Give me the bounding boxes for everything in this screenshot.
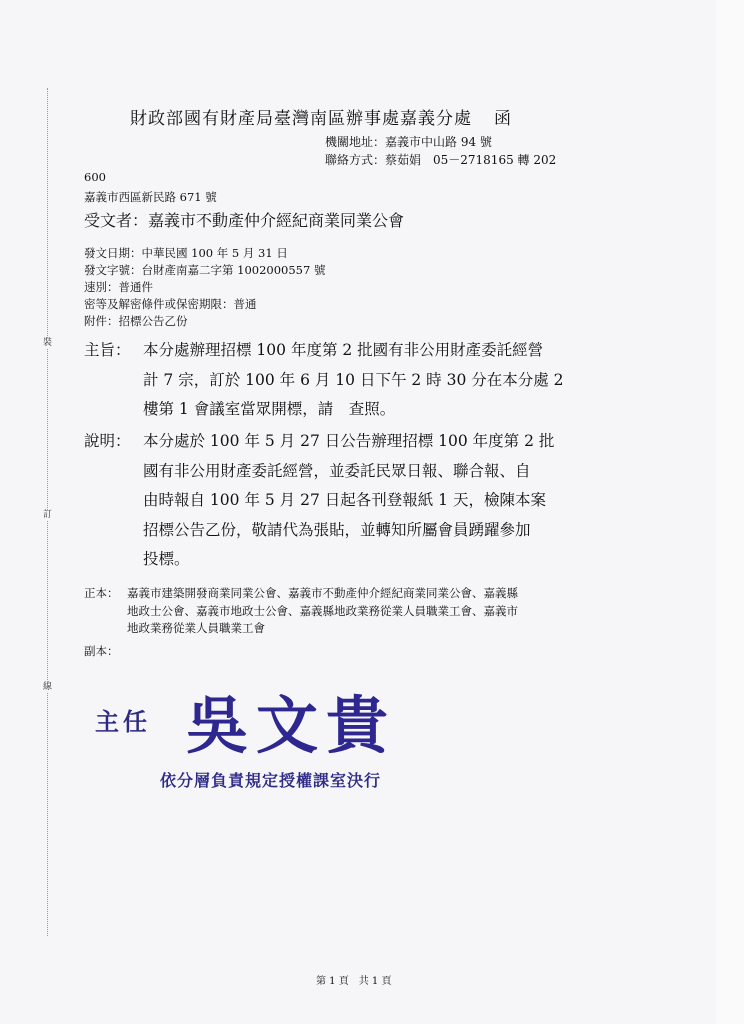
security-level: 密等及解密條件或保密期限：普通 xyxy=(84,297,257,311)
original-label: 正本： xyxy=(84,586,119,600)
subject-line: 樓第 1 會議室當眾開標，請 查照。 xyxy=(143,400,396,418)
explanation-line: 由時報自 100 年 5 月 27 日起各刊登報紙 1 天，檢陳本案 xyxy=(143,491,546,509)
issue-date: 發文日期：中華民國 100 年 5 月 31 日 xyxy=(84,246,288,260)
explanation-section xyxy=(84,427,644,575)
recipient: 受文者：嘉義市不動產仲介經紀商業同業公會 xyxy=(84,211,405,230)
recipient-postal-code: 600 xyxy=(84,170,106,184)
original-recipient-line: 嘉義市建築開發商業同業公會、嘉義市不動產仲介經紀商業同業公會、嘉義縣 xyxy=(127,586,518,600)
original-recipient-line: 地政業務從業人員職業工會 xyxy=(127,621,265,635)
agency-contact: 聯絡方式：蔡茹娟 05－2718165 轉 202 xyxy=(325,153,557,167)
subject-line: 計 7 宗，訂於 100 年 6 月 10 日下午 2 時 30 分在本分處 2 xyxy=(143,370,564,389)
subject-line: 本分處辦理招標 100 年度第 2 批國有非公用財產委託經營 xyxy=(143,341,544,359)
original-recipients xyxy=(84,585,644,638)
binding-mark-ding: 訂 xyxy=(43,510,53,520)
document-type: 函 xyxy=(494,109,512,129)
explanation-line: 投標。 xyxy=(143,550,190,568)
authorization-stamp: 依分層負責規定授權課室決行 xyxy=(160,771,382,790)
document-number: 發文字號：台財產南嘉二字第 1002000557 號 xyxy=(84,263,326,277)
recipient-address: 嘉義市西區新民路 671 號 xyxy=(84,190,217,204)
scan-margin xyxy=(716,0,744,1024)
explanation-line: 國有非公用財產委託經營，並委託民眾日報、聯合報、自 xyxy=(143,461,531,480)
original-recipient-line: 地政士公會、嘉義市地政士公會、嘉義縣地政業務從業人員職業工會、嘉義市 xyxy=(127,603,518,618)
binding-mark-zhuang: 裝 xyxy=(43,338,53,348)
binding-mark-xian: 線 xyxy=(43,682,53,692)
document-title xyxy=(130,104,512,129)
signatory-title-stamp: 主任 xyxy=(95,707,151,736)
explanation-line: 本分處於 100 年 5 月 27 日公告辦理招標 100 年度第 2 批 xyxy=(143,432,555,450)
subject-section xyxy=(84,336,644,425)
page-number: 第 1 頁 共 1 頁 xyxy=(316,976,392,987)
subject-label: 主旨： xyxy=(84,341,131,359)
agency-name: 財政部國有財產局臺灣南區辦事處嘉義分處 xyxy=(130,109,472,129)
signatory-name-stamp: 吳文貴 xyxy=(186,689,397,762)
explanation-label: 說明： xyxy=(84,432,131,450)
copy-label: 副本： xyxy=(84,644,119,658)
delivery-speed: 速別：普通件 xyxy=(84,280,153,294)
explanation-line: 招標公告乙份，敬請代為張貼，並轉知所屬會員踴躍參加 xyxy=(143,520,531,539)
agency-address: 機關地址：嘉義市中山路 94 號 xyxy=(325,135,492,149)
attachment: 附件：招標公告乙份 xyxy=(84,314,188,328)
